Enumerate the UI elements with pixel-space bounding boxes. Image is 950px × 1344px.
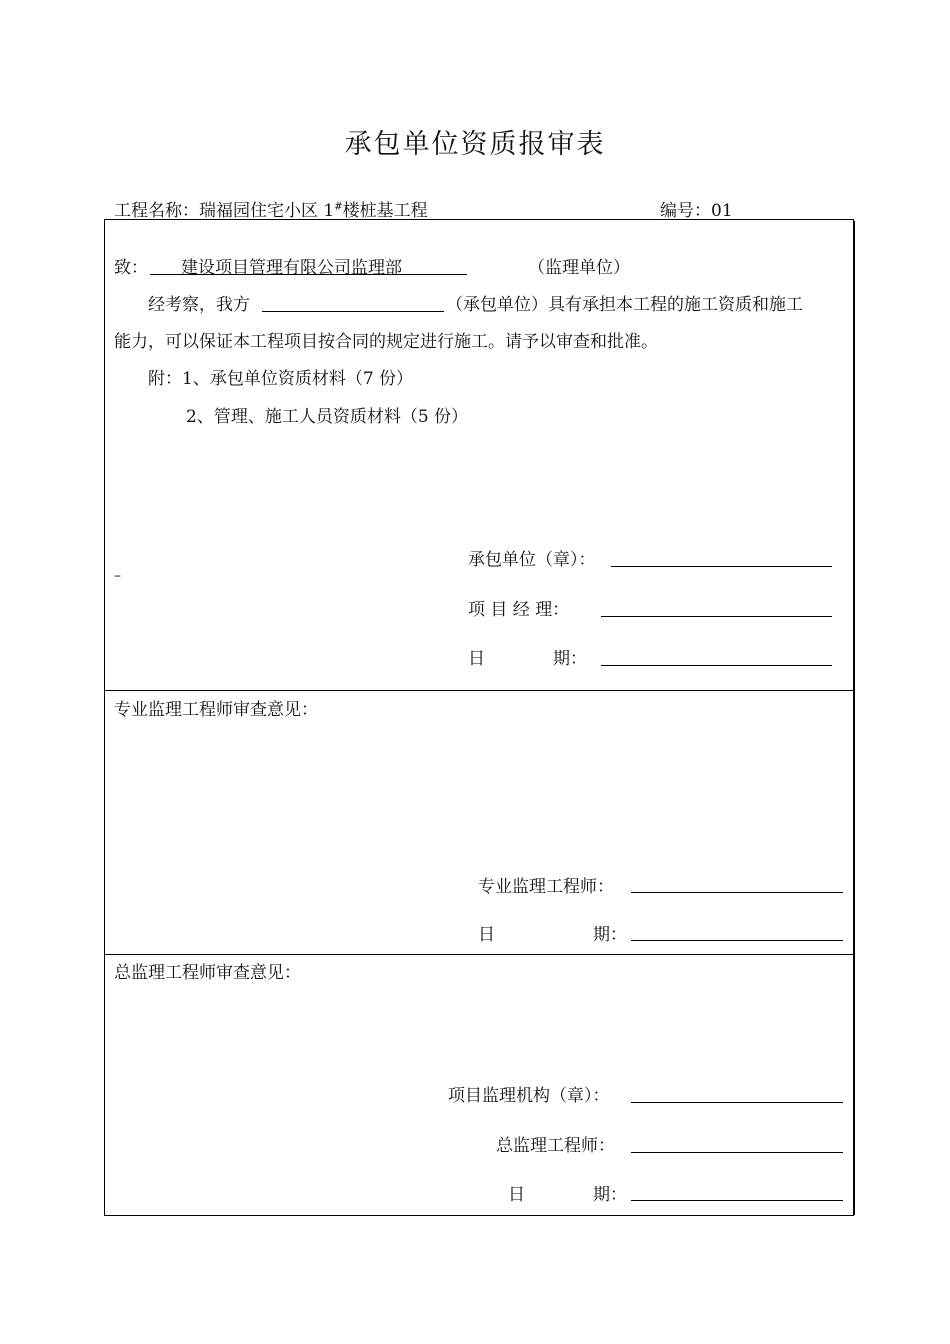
project-manager-line[interactable]	[601, 616, 832, 617]
project-manager-label: 项 目 经 理：	[468, 600, 570, 620]
supervision-unit-name: 建设项目管理有限公司监理部	[181, 258, 402, 278]
supervision-org-line[interactable]	[631, 1102, 843, 1103]
supervision-org-label: 项目监理机构（章）：	[448, 1086, 610, 1106]
project-name-row	[114, 196, 428, 221]
chief-engineer-label: 总监理工程师：	[496, 1136, 615, 1156]
to-label: 致：	[114, 258, 148, 278]
para-line2: 能力，可以保证本工程项目按合同的规定进行施工。请予以审查和批准。	[114, 332, 658, 352]
chief-engineer-line[interactable]	[631, 1152, 843, 1153]
attachment-2: 2、管理、施工人员资质材料（5 份）	[186, 407, 469, 427]
date-label-3b: 期：	[593, 1185, 627, 1205]
date-line-3[interactable]	[631, 1200, 843, 1201]
contractor-blank[interactable]	[262, 311, 444, 312]
contractor-seal-label: 承包单位（章）：	[468, 550, 596, 570]
supervision-unit-suffix: （监理单位）	[528, 258, 630, 278]
project-suffix: 楼桩基工程	[342, 201, 428, 221]
engineer-opinion-heading: 专业监理工程师审查意见：	[114, 700, 318, 720]
document-number	[660, 196, 733, 221]
supervision-unit-underline	[150, 274, 467, 275]
project-number-sup: #	[334, 201, 343, 213]
number-value: 01	[711, 201, 733, 221]
number-label: 编号：	[660, 201, 711, 221]
date-line-2[interactable]	[631, 940, 843, 941]
date-label-1a: 日	[468, 649, 485, 669]
chief-opinion-heading: 总监理工程师审查意见：	[114, 963, 301, 983]
date-label-1b: 期：	[553, 649, 587, 669]
stray-dash: –	[114, 568, 121, 584]
attachment-1: 附：1、承包单位资质材料（7 份）	[148, 369, 414, 389]
date-label-2a: 日	[478, 925, 495, 945]
date-label-2b: 期：	[593, 925, 627, 945]
contractor-seal-line[interactable]	[611, 566, 832, 567]
engineer-sign-label: 专业监理工程师：	[478, 877, 614, 897]
section-divider-2	[104, 954, 854, 955]
project-label: 工程名称：	[114, 201, 199, 221]
date-label-3a: 日	[508, 1185, 525, 1205]
para-mid: （承包单位）具有承担本工程的施工资质和施工	[446, 295, 803, 315]
engineer-sign-line[interactable]	[631, 892, 843, 893]
section-divider-1	[104, 690, 854, 691]
project-name: 瑞福园住宅小区 1	[199, 201, 335, 221]
page-title: 承包单位资质报审表	[344, 129, 606, 160]
date-line-1[interactable]	[601, 665, 832, 666]
para-start: 经考察，我方	[148, 295, 250, 315]
table-right-double-border	[854, 221, 855, 1215]
